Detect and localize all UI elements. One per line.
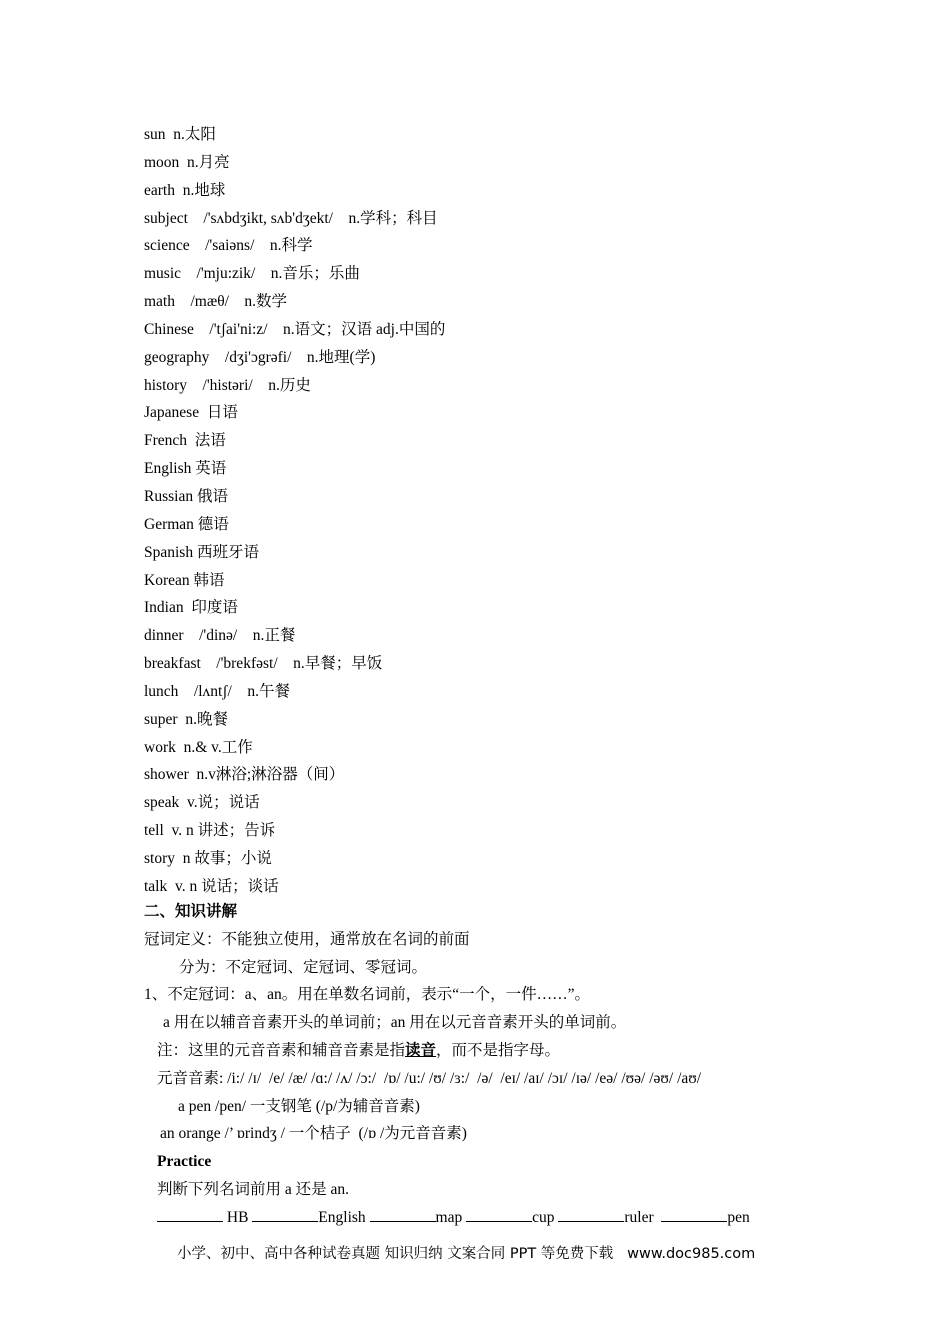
- practice-word-map: map: [435, 1208, 463, 1226]
- practice-word-cup: cup: [532, 1208, 555, 1226]
- blank-5[interactable]: [558, 1206, 624, 1222]
- note-emphasis: 读音: [405, 1041, 437, 1059]
- a-an-rule: a 用在以辅音音素开头的单词前；an 用在以元音音素开头的单词前。: [163, 1014, 627, 1032]
- example-pen: a pen /pen/ 一支钢笔 (/p/为辅音音素): [178, 1097, 420, 1115]
- example-orange: an orange /’ ɒrindʒ / 一个桔子 (/ɒ /为元音音素): [160, 1125, 467, 1143]
- vocab-item-indian: Indian 印度语: [144, 599, 238, 617]
- section-title: 二、知识讲解: [144, 903, 238, 920]
- blank-3[interactable]: [370, 1206, 436, 1222]
- practice-blanks: [144, 1204, 844, 1232]
- vocab-item-science: science /'saiəns/ n.科学: [144, 237, 313, 255]
- practice-title: Practice: [157, 1153, 212, 1171]
- vocab-item-work: work n.& v.工作: [144, 738, 253, 756]
- vocab-item-dinner: dinner /'dinə/ n.正餐: [144, 627, 296, 645]
- practice-word-english: English: [318, 1208, 366, 1226]
- vocab-item-chinese: Chinese /'tʃai'ni:z/ n.语文；汉语 adj.中国的: [144, 320, 446, 338]
- vocabulary-list: [144, 121, 844, 901]
- vocab-item-korean: Korean 韩语: [144, 571, 225, 589]
- article-categories: 分为：不定冠词、定冠词、零冠词。: [179, 958, 428, 976]
- practice-instruction: 判断下列名词前用 a 还是 an.: [157, 1180, 350, 1198]
- vocab-item-lunch: lunch /lʌntʃ/ n.午餐: [144, 682, 290, 700]
- note-line: [144, 1037, 844, 1065]
- vocab-item-spanish: Spanish 西班牙语: [144, 543, 259, 561]
- vocab-item-earth: earth n.地球: [144, 181, 226, 199]
- vocab-item-history: history /'histəri/ n.历史: [144, 376, 311, 394]
- vocab-item-tell: tell v. n 讲述；告诉: [144, 822, 276, 840]
- vocab-item-super: super n.晚餐: [144, 710, 228, 728]
- vocab-item-story: story n 故事；小说: [144, 849, 272, 867]
- vocab-item-subject: subject /'sʌbdʒikt, sʌb'dʒekt/ n.学科；科目: [144, 209, 438, 227]
- blank-1[interactable]: [157, 1206, 223, 1222]
- note-suffix: ，而不是指字母。: [436, 1041, 561, 1059]
- indefinite-article-heading: 1、不定冠词：a、an。用在单数名词前，表示“一个，一件……”。: [144, 986, 591, 1004]
- vocab-item-moon: moon n.月亮: [144, 153, 230, 171]
- vocab-item-japanese: Japanese 日语: [144, 404, 238, 422]
- vowel-phonemes: 元音音素: /i:/ /ɪ/ /e/ /æ/ /ɑ:/ /ʌ/ /ɔ:/ /ɒ/ /u:/ /ʊ/ /ɜ:/ /ə/ /eɪ/ /aɪ/ /ɔɪ/ /ɪə/ /eə/ /ʊə/ /əʊ/ /aʊ/: [157, 1069, 702, 1087]
- vocab-item-speak: speak v.说；说话: [144, 794, 260, 812]
- vocab-item-russian: Russian 俄语: [144, 487, 228, 505]
- blank-4[interactable]: [466, 1206, 532, 1222]
- vocab-item-french: French 法语: [144, 432, 226, 450]
- vocab-item-geography: geography /dʒi'ɔgrəfi/ n.地理(学): [144, 348, 376, 366]
- practice-word-pen: pen: [727, 1208, 750, 1226]
- knowledge-section: [144, 898, 844, 1232]
- vocab-item-english: English 英语: [144, 460, 227, 478]
- vocab-item-math: math /mæθ/ n.数学: [144, 293, 288, 311]
- vocab-item-sun: sun n.太阳: [144, 126, 216, 143]
- blank-2[interactable]: [252, 1206, 318, 1222]
- vocab-item-german: German 德语: [144, 515, 229, 533]
- practice-word-ruler: ruler: [624, 1208, 654, 1226]
- practice-word-hb: HB: [226, 1208, 249, 1226]
- page-footer: 小学、初中、高中各种试卷真题 知识归纳 文案合同 PPT 等免费下载 www.doc985.com: [177, 1246, 756, 1262]
- vocab-item-shower: shower n.v淋浴;淋浴器（间）: [144, 766, 345, 784]
- vocab-item-music: music /'mju:zik/ n.音乐；乐曲: [144, 265, 360, 283]
- note-prefix: 注：这里的元音音素和辅音音素是指: [157, 1041, 406, 1059]
- vocab-item-talk: talk v. n 说话；谈话: [144, 877, 279, 895]
- article-definition: 冠词定义：不能独立使用，通常放在名词的前面: [144, 930, 470, 948]
- vocab-item-breakfast: breakfast /'brekfəst/ n.早餐；早饭: [144, 655, 383, 673]
- blank-6[interactable]: [661, 1206, 727, 1222]
